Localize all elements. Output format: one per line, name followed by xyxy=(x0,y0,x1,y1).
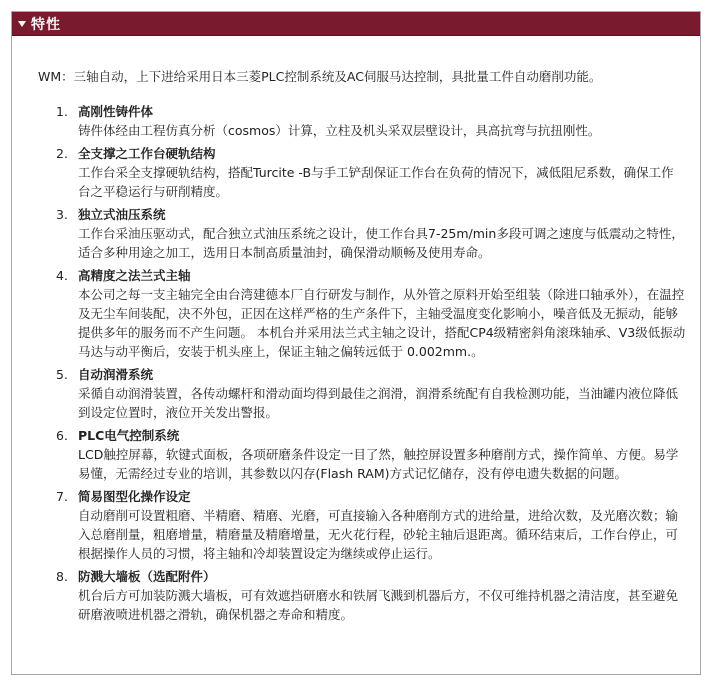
feature-number: 3. xyxy=(56,207,68,222)
feature-number: 1. xyxy=(56,104,68,119)
feature-title: 自动润滑系统 xyxy=(78,367,154,382)
feature-title: 独立式油压系统 xyxy=(78,207,166,222)
feature-number: 4. xyxy=(56,268,68,283)
feature-description: 工作台采全支撑硬轨结构，搭配Turcite -B与手工铲刮保证工作台在负荷的情况下，减低阻尼系数，确保工作台之平稳运行与研削精度。 xyxy=(78,165,674,199)
feature-item xyxy=(56,103,686,140)
feature-number: 7. xyxy=(56,489,68,504)
section-title: 特性 xyxy=(31,16,61,33)
feature-title: 简易图型化操作设定 xyxy=(78,489,191,504)
feature-item xyxy=(56,366,686,422)
feature-description: 自动磨削可设置粗磨、半精磨、精磨、光磨，可直接输入各种磨削方式的进给量，进给次数，及光磨次数；输入总磨削量，粗磨增量，精磨量及精磨增量，无火花行程，砂轮主轴后退距离。循环结束后，工作台停止，可根据操作人员的习惯，将主轴和冷却装置设定为继续或停止运行。 xyxy=(78,508,679,561)
feature-item xyxy=(56,206,686,262)
feature-number: 5. xyxy=(56,367,68,382)
section-header[interactable] xyxy=(12,12,700,36)
feature-description: 机台后方可加装防溅大墙板，可有效遮挡研磨水和铁屑飞溅到机器后方，不仅可维持机器之清洁度，甚至避免研磨液喷进机器之滑轨，确保机器之寿命和精度。 xyxy=(78,588,679,622)
collapse-triangle-icon[interactable] xyxy=(18,21,26,27)
feature-number: 6. xyxy=(56,428,68,443)
feature-number: 2. xyxy=(56,146,68,161)
feature-description: LCD触控屏幕，软键式面板，各项研磨条件设定一目了然，触控屏设置多种磨削方式，操作简单、方便。易学易懂，无需经过专业的培训，其参数以闪存(Flash RAM)方式记忆储存，没有停电遗失数据的问题。 xyxy=(78,447,679,481)
feature-title: 高精度之法兰式主轴 xyxy=(78,268,191,283)
feature-item xyxy=(56,488,686,563)
feature-number: 8. xyxy=(56,569,68,584)
features-panel xyxy=(11,11,701,675)
feature-title: PLC电气控制系统 xyxy=(78,428,180,443)
feature-item xyxy=(56,145,686,201)
intro-text: WM：三轴自动，上下进给采用日本三菱PLC控制系统及AC伺服马达控制，具批量工件自动磨削功能。 xyxy=(38,69,602,84)
feature-item xyxy=(56,267,686,361)
feature-description: 采循自动润滑装置，各传动螺杆和滑动面均得到最佳之润滑，润滑系统配有自我检测功能，当油罐内液位降低到设定位置时，液位开关发出警报。 xyxy=(78,386,679,420)
feature-description: 铸件体经由工程仿真分析（cosmos）计算，立柱及机头采双层壁设计，具高抗弯与抗扭刚性。 xyxy=(78,123,601,138)
feature-title: 防溅大墙板（选配附件） xyxy=(78,569,216,584)
feature-list xyxy=(56,103,686,629)
feature-item xyxy=(56,427,686,483)
feature-title: 全支撑之工作台硬轨结构 xyxy=(78,146,216,161)
feature-description: 本公司之每一支主轴完全由台湾建德本厂自行研发与制作，从外管之原料开始至组装（除进口轴承外），在温控及无尘车间装配，决不外包，正因在这样严格的生产条件下，主轴受温度变化影响小，噪音低及无振动，能够提供多年的服务而不产生问题。 本机台并采用法兰式主轴之设计，搭配CP4级精密斜角滚珠轴承、V3级低振动马达与动平衡后，安装于机头座上，保证主轴之偏转远低于 0.002mm.。 xyxy=(78,287,686,359)
feature-description: 工作台采油压驱动式，配合独立式油压系统之设计，使工作台具7-25m/min多段可调之速度与低震动之特性，适合多种用途之加工，选用日本制高质量油封，确保滑动顺畅及使用寿命。 xyxy=(78,226,684,260)
feature-title: 高刚性铸件体 xyxy=(78,104,154,119)
feature-item xyxy=(56,568,686,624)
